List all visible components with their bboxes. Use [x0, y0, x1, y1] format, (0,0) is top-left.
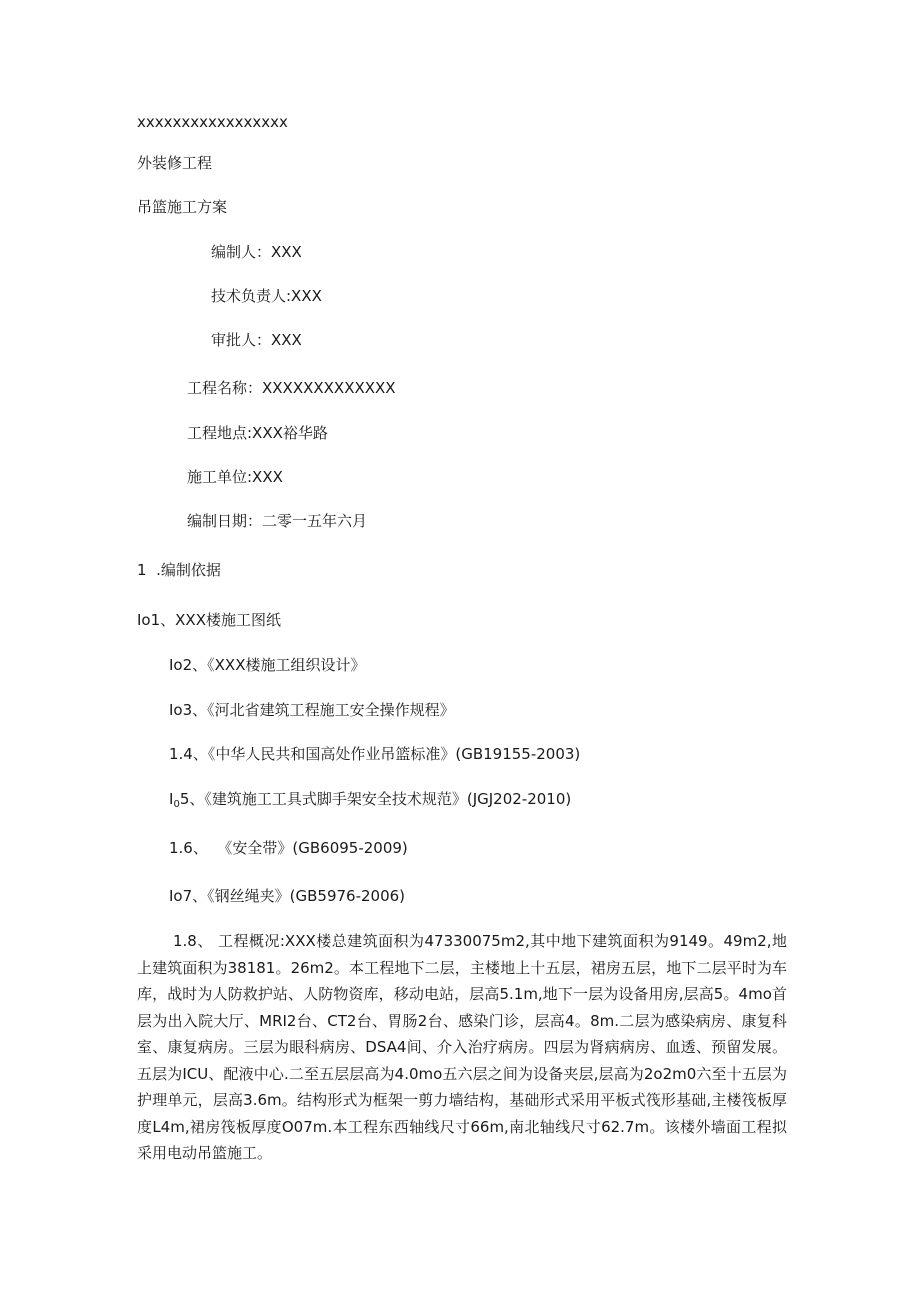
basis-item-2: Io2、《XXX楼施工组织设计》 — [169, 656, 366, 674]
document-code: xxxxxxxxxxxxxxxxx — [137, 113, 288, 131]
basis-item-5 — [169, 789, 571, 815]
basis-item-3: Io3、《河北省建筑工程施工安全操作规程》 — [169, 701, 455, 719]
editor-line: 编制人：XXX — [211, 243, 302, 261]
project-location-line: 工程地点:XXX裕华路 — [187, 424, 328, 442]
project-title: 外装修工程 — [137, 154, 213, 172]
project-name-line: 工程名称：XXXXXXXXXXXXX — [187, 379, 396, 397]
basis-item-5-prefix: I — [169, 790, 174, 808]
document-title: 吊篮施工方案 — [137, 198, 228, 216]
basis-item-5-text: 5、《建筑施工工具式脚手架安全技术规范》(JGJ202-2010) — [179, 790, 572, 808]
basis-item-4: 1.4、《中华人民共和国高处作业吊篮标准》(GB19155-2003) — [169, 745, 581, 763]
section-heading: 1 .编制依据 — [137, 561, 221, 579]
compile-date-line: 编制日期：二零一五年六月 — [187, 512, 368, 530]
approver-line: 审批人：XXX — [211, 331, 302, 349]
project-overview-paragraph: 1.8、 工程概况:XXX楼总建筑面积为47330075m2,其中地下建筑面积为9149。49m2,地上建筑面积为38181。26m2。本工程地下二层，主楼地上十五层，裙房五层，地下二层平时为车库，战时为人防救护站、人防物资库，移动电站，层高5.1m,地下一层为设备用房,层高5。4mo首层为出入院大厅、MRI2台、CT2台、胃肠2台、感染门诊，层高4。8m.二层为感染病房、康复科室、康复病房。三层为眼科病房、DSA4间、介入治疗病房。四层为肾病病房、血透、预留发展。五层为ICU、配液中心.二至五层层高为4.0mo五六层之间为设备夹层,层高为2o2m0六至十五层为护理单元，层高3.6m。结构形式为框架一剪力墙结构，基础形式采用平板式筏形基础,主楼筏板厚度L4m,裙房筏板厚度O07m.本工程东西轴线尺寸66m,南北轴线尺寸62.7m。该楼外墙面工程拟采用电动吊篮施工。 — [137, 932, 787, 1162]
basis-item-6: 1.6、 《安全带》(GB6095-2009) — [169, 839, 408, 857]
contractor-line: 施工单位:XXX — [187, 468, 283, 486]
basis-item-5-subscript: 0 — [173, 799, 180, 810]
basis-item-7: Io7、《钢丝绳夹》(GB5976-2006) — [169, 887, 406, 905]
basis-item-1: Io1、XXX楼施工图纸 — [137, 611, 281, 629]
tech-lead-line: 技术负责人:XXX — [211, 287, 322, 305]
